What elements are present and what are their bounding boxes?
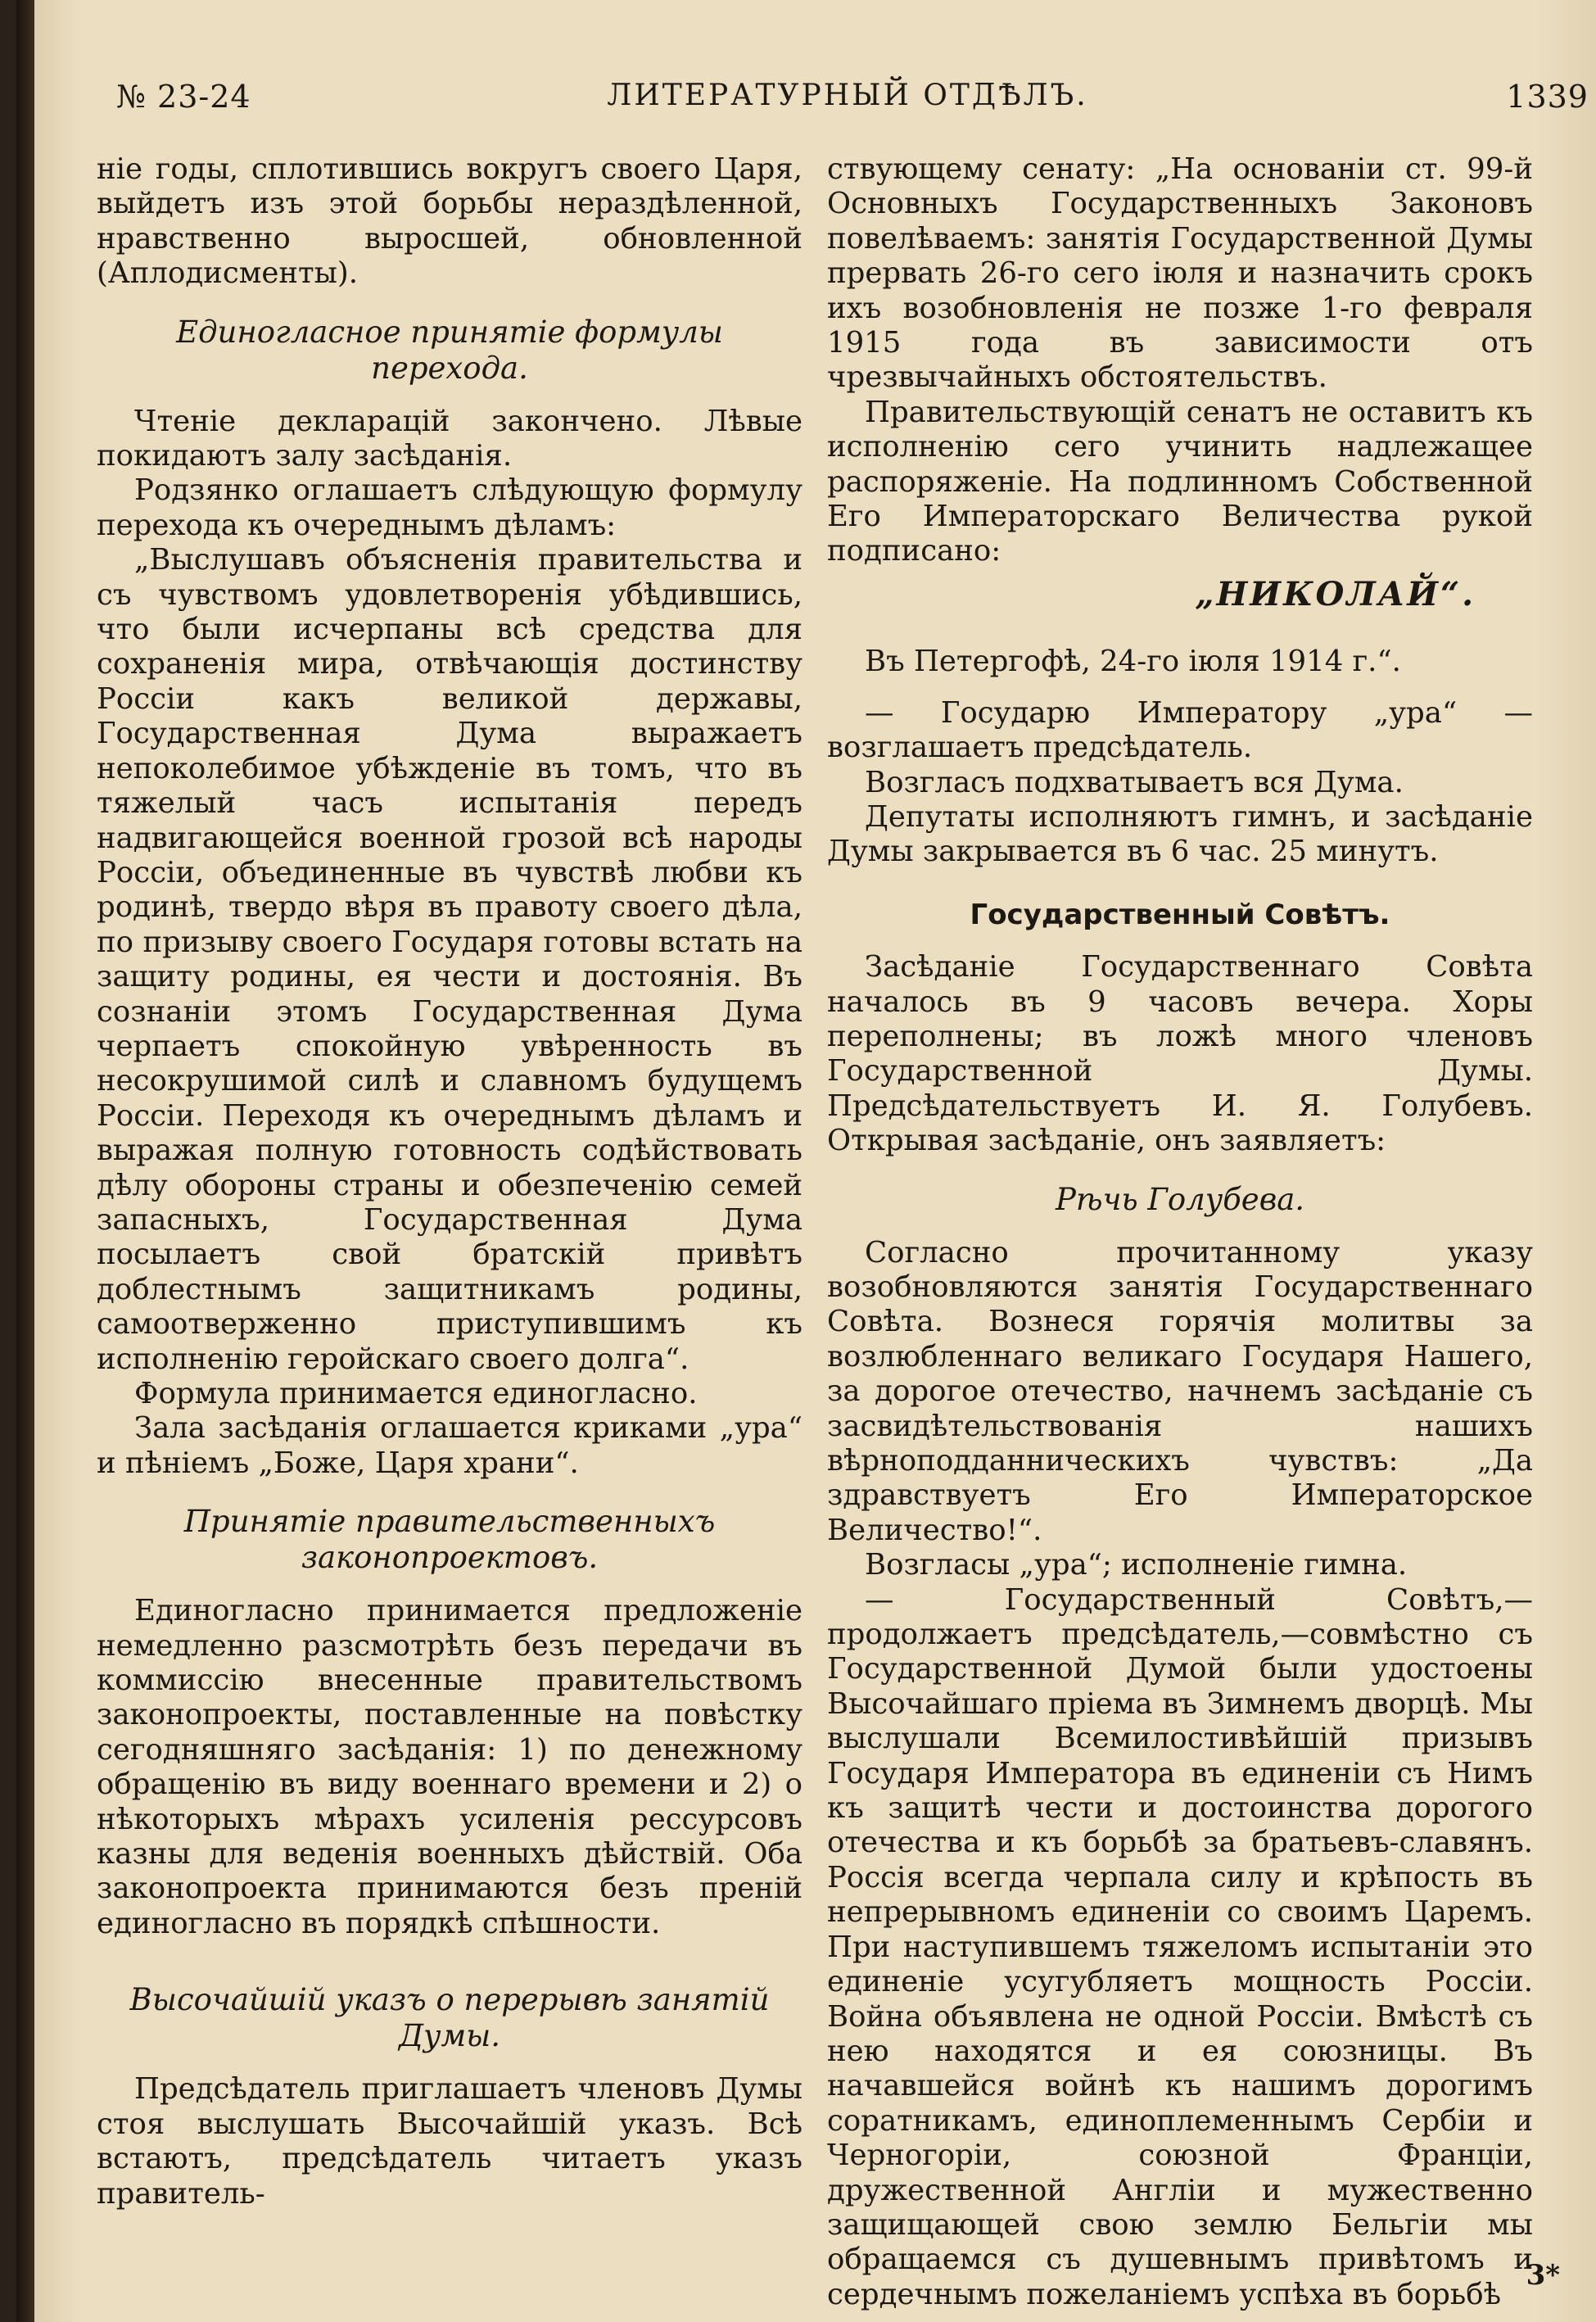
- paragraph: Возгласъ подхватываетъ вся Дума.: [865, 765, 1404, 799]
- section-heading: Государственный Совѣтъ.: [970, 898, 1390, 931]
- section-heading: Единогласное принятіе формулы перехода.: [176, 314, 723, 386]
- paragraph: — Государю Императору „ура“ — возглашаетъ предсѣдатель.: [827, 695, 1533, 765]
- paragraph: ствующему сенату: „На основаніи ст. 99-й Основныхъ Государственныхъ Законовъ повелѣваемъ: занятія Государственной Думы прервать 26-го сего іюля и назначить срокъ ихъ возобновленія не позже 1-го февраля 1915 года въ зависимости отъ чрезвычайныхъ обстоятельствъ.: [827, 152, 1533, 395]
- page-binding-shadow: [16, 0, 34, 2322]
- running-header: [98, 79, 1596, 128]
- paragraph: Формула принимается единогласно.: [134, 1377, 698, 1410]
- imperial-signature: „НИКОЛАЙ“.: [1195, 574, 1476, 613]
- paragraph: Зала засѣданія оглашается криками „ура“ и пѣніемъ „Боже, Царя храни“.: [97, 1411, 803, 1480]
- section-title: ЛИТЕРАТУРНЫЙ ОТДѢЛЪ.: [607, 79, 1088, 112]
- paragraph: ніе годы, сплотившись вокругъ своего Царя, выйдетъ изъ этой борьбы нераздѣленной, нравственно выросшей, обновленной (Аплодисменты).: [97, 152, 803, 291]
- left-column: [97, 152, 803, 2211]
- paragraph: Возгласы „ура“; исполненіе гимна.: [865, 1548, 1408, 1582]
- paragraph: Родзянко оглашаетъ слѣдующую формулу перехода къ очереднымъ дѣламъ:: [97, 473, 803, 542]
- section-heading: Высочайшій указъ о перерывѣ занятій Думы.: [129, 1982, 770, 2054]
- paragraph: Правительствующій сенатъ не оставитъ къ исполненію сего учинить надлежащее распоряженіе. На подлинномъ Собственной Его Императорскаго Величества рукой подписано:: [827, 395, 1533, 568]
- paragraph: Депутаты исполняютъ гимнъ, и засѣданіе Думы закрывается въ 6 час. 25 минутъ.: [827, 799, 1533, 869]
- section-heading: Принятіе правительственныхъ законопроектовъ.: [183, 1504, 716, 1576]
- paragraph: Единогласно принимается предложеніе немедленно разсмотрѣть безъ передачи въ коммиссію внесенные правительствомъ законопроекты, поставленные на повѣстку сегодняшняго засѣданія: 1) по денежному обращенію въ виду военнаго времени и 2) о нѣкоторыхъ мѣрахъ усиленія рессурсовъ казны для веденія военныхъ дѣйствій. Оба законопроекта принимаются безъ преній единогласно въ порядкѣ спѣшности.: [97, 1594, 803, 1940]
- paragraph: — Государственный Совѣтъ,—продолжаетъ предсѣдатель,—совмѣстно съ Государственной Думой были удостоены Высочайшаго пріема въ Зимнемъ дворцѣ. Мы выслушали Всемилостивѣйшій призывъ Государя Императора въ единеніи съ Нимъ къ защитѣ чести и достоинства дорогого отечества и къ борьбѣ за братьевъ-славянъ. Россія всегда черпала силу и крѣпость въ непрерывномъ единеніи со своимъ Царемъ. При наступившемъ тяжеломъ испытаніи это единеніе усугубляетъ мощность Россіи. Война объявлена не одной Россіи. Вмѣстѣ съ нею находятся и ея союзницы. Въ начавшейся войнѣ къ нашимъ дорогимъ соратникамъ, единоплеменнымъ Сербіи и Черногоріи, союзной Франціи, дружественной Англіи и мужественно защищающей свою землю Бельгіи мы обращаемся съ душевнымъ привѣтомъ и сердечнымъ пожеланіемъ успѣха въ борьбѣ: [827, 1582, 1533, 2311]
- paragraph: Въ Петергофѣ, 24-го іюля 1914 г.“.: [865, 645, 1401, 679]
- paragraph: Засѣданіе Государственнаго Совѣта началось въ 9 часовъ вечера. Хоры переполнены; въ ложѣ много членовъ Государственной Думы. Предсѣдательствуетъ И. Я. Голубевъ. Открывая засѣданіе, онъ заявляетъ:: [827, 950, 1533, 1158]
- page-number: 1339: [1506, 79, 1589, 115]
- book-page: [16, 0, 1596, 2322]
- section-heading: Рѣчь Голубева.: [1055, 1181, 1305, 1217]
- issue-number: № 23-24: [116, 79, 251, 115]
- paragraph: Согласно прочитанному указу возобновляются занятія Государственнаго Совѣта. Вознеся горячія молитвы за возлюбленнаго великаго Государя Нашего, за дорогое отечество, начнемъ засѣданіе съ засвидѣтельствованія нашихъ вѣрноподданническихъ чувствъ: „Да здравствуетъ Его Императорское Величество!“.: [827, 1235, 1533, 1547]
- signature-mark: 3*: [1526, 2259, 1560, 2292]
- quoted-formula: „Выслушавъ объясненія правительства и съ чувствомъ удовлетворенія убѣдившись, что были исчерпаны всѣ средства для сохраненія мира, отвѣчающія достинству Россіи какъ великой державы, Государственная Дума выражаетъ непоколебимое убѣжденіе въ томъ, что въ тяжелый часъ испытанія передъ надвигающейся военной грозой всѣ народы Россіи, объединенные въ чувствѣ любви къ родинѣ, твердо вѣря въ правоту своего дѣла, по призыву своего Государя готовы встать на защиту родины, ея чести и достоянія. Въ сознаніи этомъ Государственная Дума черпаетъ спокойную увѣренность въ несокрушимой силѣ и славномъ будущемъ Россіи. Переходя къ очереднымъ дѣламъ и выражая полную готовность содѣйствовать дѣлу обороны страны и обезпеченію семей запасныхъ, Государственная Дума посылаетъ свой братскій привѣтъ доблестнымъ защитникамъ родины, самоотверженно приступившимъ къ исполненію геройскаго своего долга“.: [97, 543, 803, 1376]
- right-column: [827, 152, 1533, 2312]
- paragraph: Предсѣдатель приглашаетъ членовъ Думы стоя выслушать Высочайшій указъ. Всѣ встаютъ, предсѣдатель читаетъ указъ правитель-: [97, 2072, 803, 2211]
- paragraph: Чтеніе декларацій закончено. Лѣвые покидаютъ залу засѣданія.: [97, 404, 803, 473]
